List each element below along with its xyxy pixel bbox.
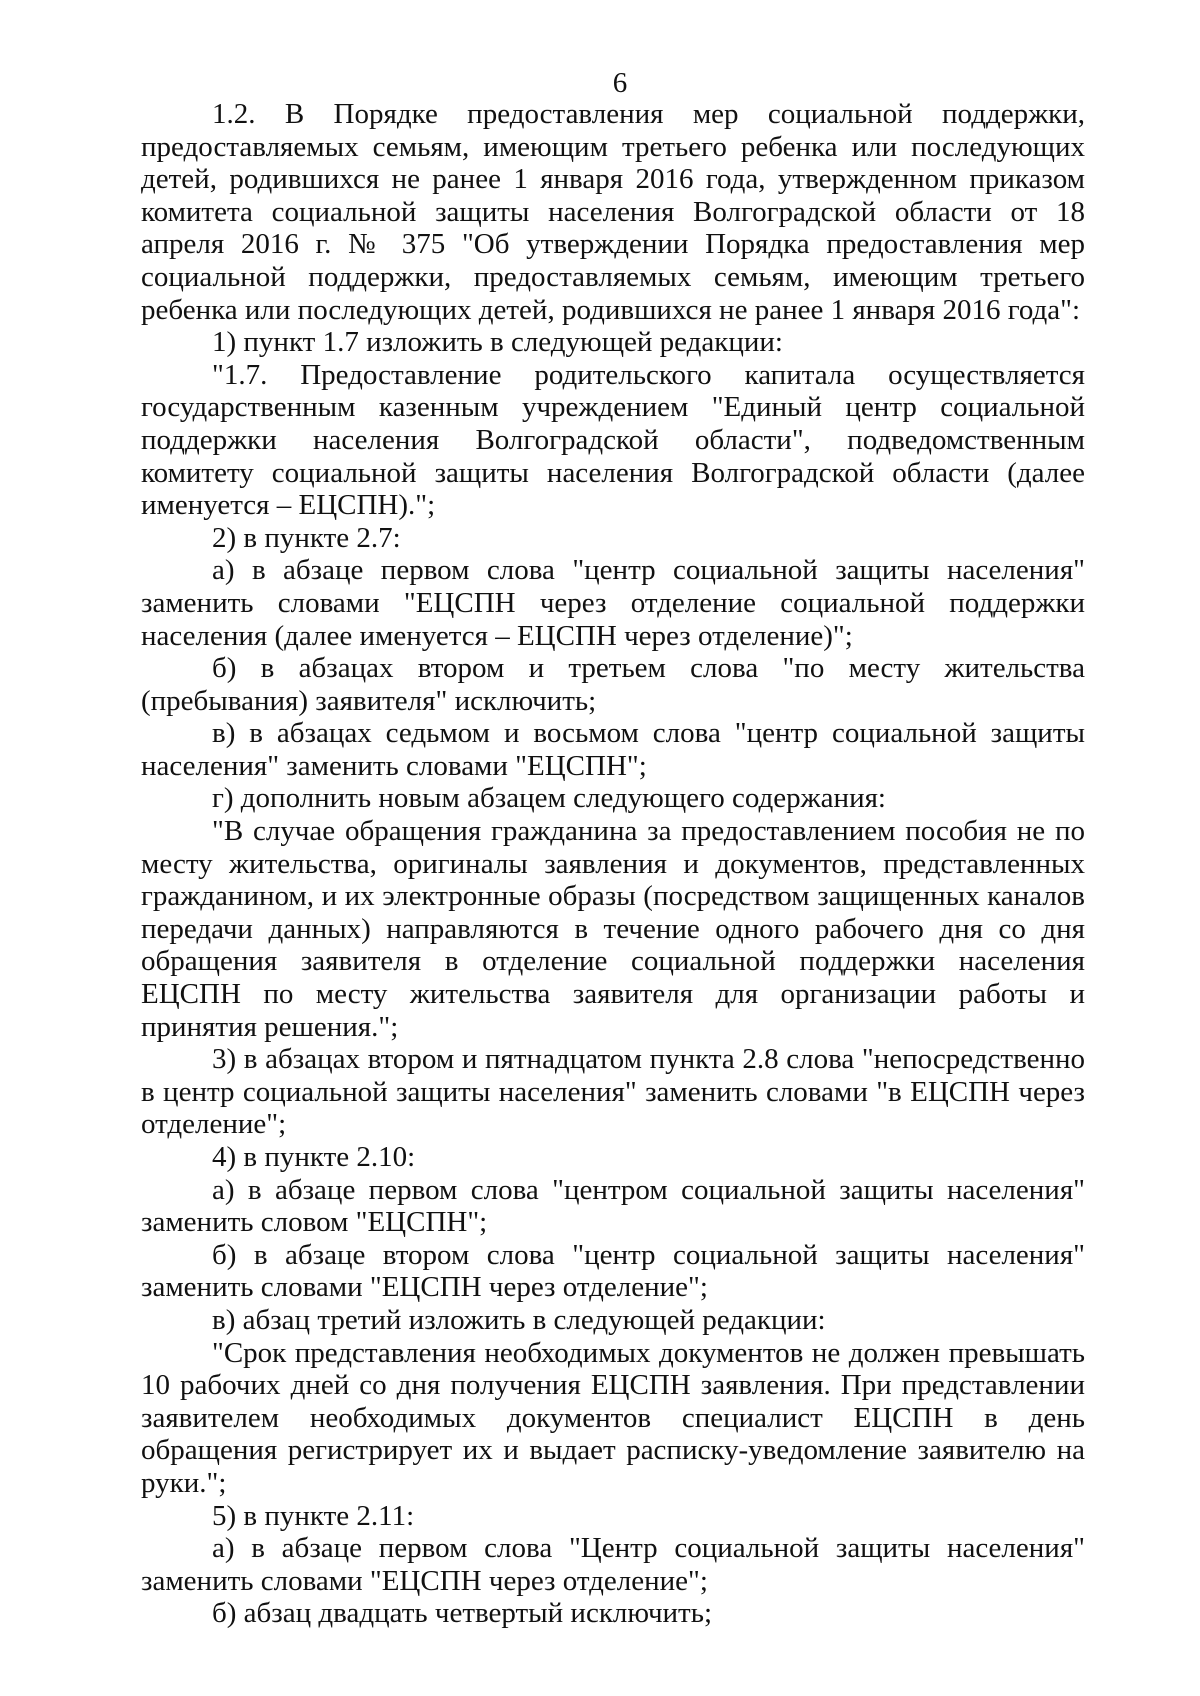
paragraph-item-1: 1) пункт 1.7 изложить в следующей редакции: — [212, 326, 783, 359]
page-number: 6 — [612, 67, 628, 99]
paragraph-item-5: 5) в пункте 2.11: — [212, 1499, 415, 1532]
paragraph-item-4-b: б) в абзаце втором слова "центр социальной защиты населения" заменить словами "ЕЦСПН через отделение"; — [141, 1238, 1085, 1304]
paragraph-quote-new-abzac: "В случае обращения гражданина за предоставлением пособия не по месту жительства, оригиналы заявления и документов, представленных гражданином, и их электронные образы (посредством защищенных каналов передачи данных) направляются в течение одного рабочего дня со дня обращения заявителя в отделение социальной поддержки населения ЕЦСПН по месту жительства заявителя для организации работы и принятия решения."; — [141, 815, 1085, 1043]
paragraph-item-5-a: а) в абзаце первом слова "Центр социальной защиты населения" заменить словами "ЕЦСПН через отделение"; — [141, 1532, 1085, 1597]
paragraph-item-4-v: в) абзац третий изложить в следующей редакции: — [212, 1303, 826, 1336]
document-body — [141, 98, 1085, 1630]
paragraph-item-4: 4) в пункте 2.10: — [212, 1141, 416, 1173]
paragraph-item-2-a: а) в абзаце первом слова "центр социальной защиты населения" заменить словами "ЕЦСПН через отделение социальной поддержки населения (далее именуется – ЕЦСПН через отделение)"; — [141, 554, 1085, 652]
paragraph-1-2-intro: 1.2. В Порядке предоставления мер социальной поддержки, предоставляемых семьям, имеющим третьего ребенка или последующих детей, родившихся не ранее 1 января 2016 года, утвержденном приказом комитета социальной защиты населения Волгоградской области от 18 апреля 2016 г. № 375 "Об утверждении Порядка предоставления мер социальной поддержки, предоставляемых семьям, имеющим третьего ребенка или последующих детей, родившихся не ранее 1 января 2016 года": — [141, 98, 1085, 326]
paragraph-item-4-a: а) в абзаце первом слова "центром социальной защиты населения" заменить словом "ЕЦСПН"; — [141, 1173, 1085, 1239]
paragraph-quote-1-7: "1.7. Предоставление родительского капитала осуществляется государственным казенным учреждением "Единый центр социальной поддержки населения Волгоградской области", подведомственным комитету социальной защиты населения Волгоградской области (далее именуется – ЕЦСПН)."; — [141, 358, 1085, 522]
paragraph-item-5-b: б) абзац двадцать четвертый исключить; — [212, 1597, 713, 1630]
paragraph-item-2-b: б) в абзацах втором и третьем слова "по месту жительства (пребывания) заявителя" исключить; — [141, 652, 1085, 717]
paragraph-quote-srok: "Срок представления необходимых документов не должен превышать 10 рабочих дней со дня получения ЕЦСПН заявления. При представлении заявителем необходимых документов специалист ЕЦСПН в день обращения регистрирует их и выдает расписку-уведомление заявителю на руки."; — [141, 1336, 1085, 1499]
paragraph-item-2: 2) в пункте 2.7: — [212, 521, 401, 554]
paragraph-item-3: 3) в абзацах втором и пятнадцатом пункта 2.8 слова "непосредственно в центр социальной защиты населения" заменить словами "в ЕЦСПН через отделение"; — [141, 1043, 1085, 1141]
paragraph-item-2-v: в) в абзацах седьмом и восьмом слова "центр социальной защиты населения" заменить словами "ЕЦСПН"; — [141, 717, 1085, 782]
paragraph-item-2-g: г) дополнить новым абзацем следующего содержания: — [212, 782, 886, 815]
